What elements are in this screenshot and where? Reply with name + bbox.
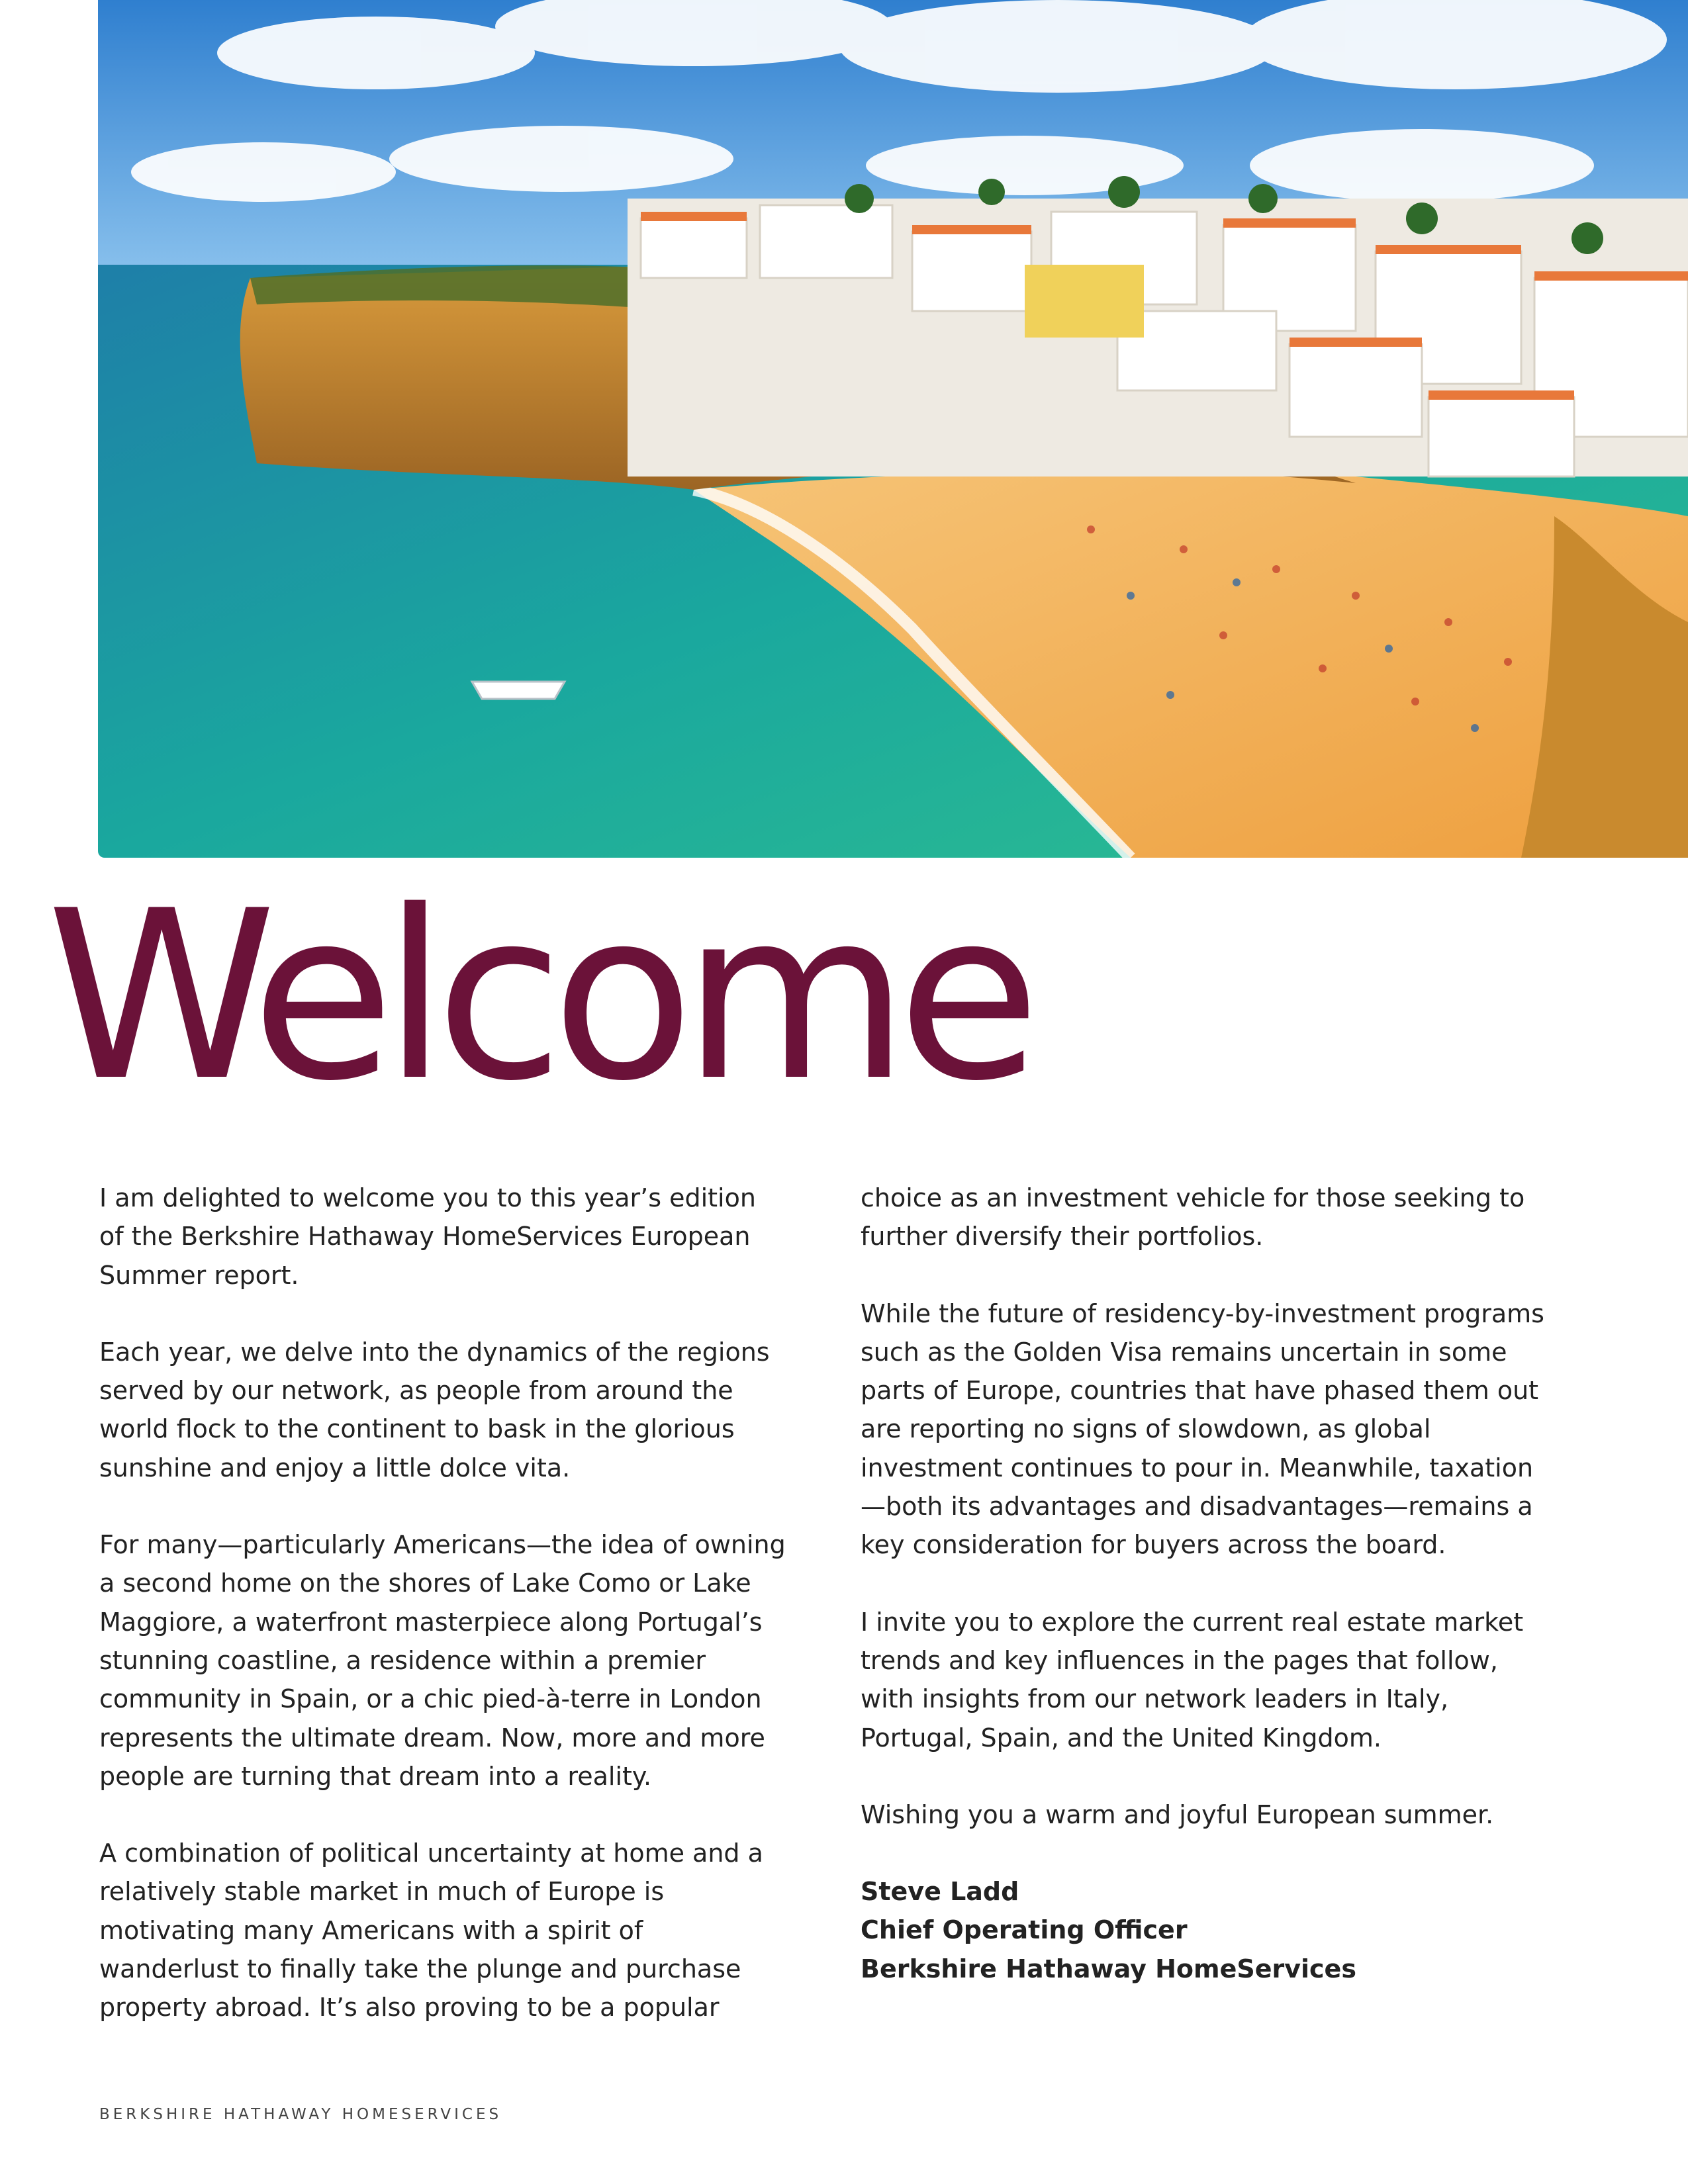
- page-footer: BERKSHIRE HATHAWAY HOMESERVICES: [99, 2106, 502, 2123]
- paragraph: A combination of political uncertainty at home and a relatively stable market in much of Europe is motivating many Americans with a spirit of wanderlust to finally take the plunge and purchase property abroad. It’s also proving to be a popular: [99, 1839, 763, 2023]
- paragraph: For many—particularly Americans—the idea of owning a second home on the shores of Lake Como or Lake Maggiore, a waterfront masterpiece along Portugal’s stunning coastline, a residence within a premier community in Spain, or a chic pied-à-terre in London represents the ultimate dream. Now, more and more people are turning that dream into a reality.: [99, 1530, 786, 1791]
- hero-photo: [98, 0, 1688, 858]
- paragraph: I invite you to explore the current real estate market trends and key influences in the pages that follow, with insights from our network leaders in Italy, Portugal, Spain, and the United Kingdom.: [861, 1607, 1524, 1752]
- paragraph: While the future of residency-by-investment programs such as the Golden Visa remains uncertain in some parts of Europe, countries that have phased them out are reporting no signs of slowdown, as global investment continues to pour in. Meanwhile, taxation—both its advantages and disadvantages—remains a key consideration for buyers across the board.: [861, 1298, 1544, 1560]
- signature-role: Chief Operating Officer: [861, 1915, 1188, 1945]
- body-column-left: [99, 1179, 788, 2066]
- paragraph: choice as an investment vehicle for those seeking to further diversify their portfolios.: [861, 1183, 1525, 1251]
- signature-company: Berkshire Hathaway HomeServices: [861, 1954, 1356, 1983]
- paragraph: Wishing you a warm and joyful European summer.: [861, 1799, 1494, 1829]
- signature-name: Steve Ladd: [861, 1877, 1019, 1907]
- paragraph: Each year, we delve into the dynamics of the regions served by our network, as people from around the world flock to the continent to bask in the glorious sunshine and enjoy a little dolce vita.: [99, 1337, 770, 1482]
- coastal-beach-illustration: [98, 0, 1688, 858]
- page-title: Welcome: [46, 861, 1029, 1132]
- paragraph: I am delighted to welcome you to this year’s edition of the Berkshire Hathaway HomeServices European Summer report.: [99, 1183, 756, 1290]
- signature-block: [861, 1872, 1556, 1988]
- body-column-right: [861, 1179, 1556, 1988]
